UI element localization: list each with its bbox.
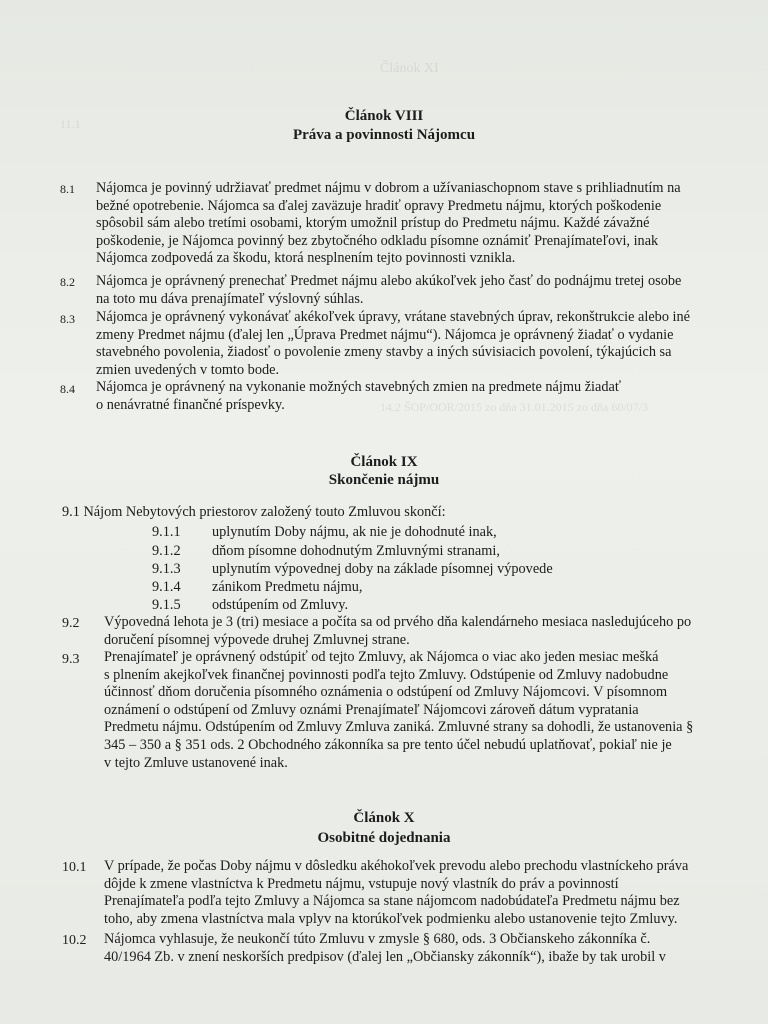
subclause-text: zánikom Predmetu nájmu, [212, 579, 363, 595]
clause-number: 9.3 [62, 652, 80, 667]
subclause-number: 9.1.5 [152, 597, 181, 613]
clause-9-2: Výpovedná lehota je 3 (tri) mesiace a počíta sa od prvého dňa kalendárneho mesiaca nasledujúceho po doručení písomnej výpovede druhej Zmluvnej strane. [104, 614, 692, 648]
clause-8-2: Nájomca je oprávnený prenechať Predmet nájmu alebo akúkoľvek jeho časť do podnájmu tretej osobe na toto mu dáva prenajímateľ výslovný súhlas. [96, 273, 682, 307]
article-10-subtitle: Osobitné dojednania [317, 830, 451, 846]
clause-number: 8.4 [60, 382, 75, 396]
clause-number: 8.1 [60, 182, 75, 196]
article-8-title: Článok VIII [344, 108, 424, 124]
clause-8-4: Nájomca je oprávnený na vykonanie možných stavebných zmien na predmete nájmu žiadať o nenávratné finančné príspevky. [96, 379, 621, 413]
article-8-subtitle: Práva a povinnosti Nájomcu [292, 127, 476, 143]
clause-9-3: Prenajímateľ je oprávnený odstúpiť od tejto Zmluvy, ak Nájomca o viac ako jeden mesiac mešká s plnením akejkoľvek finančnej povinnosti podľa tejto Zmluvy. Odstúpenie od Zmluvy nadobudne účinnosť dňom doručenia písomného oznámenia o odstúpení od Zmluvy Nájomcovi. V písomnom oznámení o odstúpení od Zmluvy oznámi Prenajímateľ Nájomcovi zároveň dátum vypratania Predmetu nájmu. Odstúpením od Zmluvy Zmluva zaniká. Zmluvné strany sa dohodli, že ustanovenia § 345 – 350 a § 351 ods. 2 Obchodného zákonníka sa pre tento účel nebudú uplatňovať, pokiaľ nie je v tejto Zmluve ustanovené inak. [104, 649, 694, 771]
subclause-number: 9.1.1 [152, 524, 181, 540]
clause-number: 8.3 [60, 312, 75, 326]
subclause-number: 9.1.4 [152, 579, 181, 595]
subclause-text: uplynutím výpovednej doby na základe písomnej výpovede [212, 561, 553, 577]
clause-number: 9.2 [62, 616, 80, 631]
clause-8-3: Nájomca je oprávnený vykonávať akékoľvek úpravy, vrátane stavebných úprav, rekonštrukcie alebo iné zmeny Predmet nájmu (ďalej len „Úprava Predmet nájmu“). Nájomca je oprávnený žiadať o vydanie stavebného povolenia, žiadosť o povolenie zmeny stavby a iných súvisiacich povolení, týkajúcich sa zmien uvedených v tomto bode. [96, 309, 691, 378]
bleed-heading: Článok XI [380, 61, 439, 76]
subclause-number: 9.1.3 [152, 561, 181, 577]
clause-10-1: V prípade, že počas Doby nájmu v dôsledku akéhokoľvek prevodu alebo prechodu vlastníckeho práva dôjde k zmene vlastníctva k Predmetu nájmu, vstupuje nový vlastník do práv a povinností Prenajímateľa podľa tejto Zmluvy a Nájomca sa stane nájomcom nadobúdateľa Predmetu nájmu bez toho, aby zmena vlastníctva mala vplyv na ktorúkoľvek podmienku alebo ustanovenie tejto Zmluvy. [104, 858, 689, 927]
article-10-title: Článok X [353, 810, 415, 826]
clause-9-1-intro: 9.1 Nájom Nebytových priestorov založený touto Zmluvou skončí: [62, 504, 446, 520]
clause-number: 10.2 [62, 933, 87, 948]
clause-number: 10.1 [62, 860, 87, 875]
bleed-line: 11.1 [60, 117, 81, 131]
subclause-number: 9.1.2 [152, 543, 181, 559]
article-9-subtitle: Skončenie nájmu [328, 472, 440, 488]
subclause-text: odstúpením od Zmluvy. [212, 597, 349, 613]
subclause-text: dňom písomne dohodnutým Zmluvnými stranami, [212, 543, 500, 559]
subclause-text: uplynutím Doby nájmu, ak nie je dohodnuté inak, [212, 524, 497, 540]
clause-10-2: Nájomca vyhlasuje, že neukončí túto Zmluvu v zmysle § 680, ods. 3 Občianskeho zákonníka č. 40/1964 Zb. v znení neskorších predpisov (ďalej len „Občiansky zákonník“), ibaže by tak urobil v [104, 931, 666, 965]
clause-8-1: Nájomca je povinný udržiavať predmet nájmu v dobrom a užívaniaschopnom stave s prihliadnutím na bežné opotrebenie. Nájomca sa ďalej zaväzuje hradiť opravy Predmetu nájmu, ktorých poškodenie spôsobil sám alebo tretími osobami, ktorým umožnil prístup do Predmetu nájmu. Každé závažné poškodenie, je Nájomca povinný bez zbytočného odkladu písomne oznámiť Prenajímateľovi, inak Nájomca zodpovedá za škodu, ktorá nesplnením tejto povinnosti vznikla. [96, 180, 681, 267]
clause-number: 8.2 [60, 275, 75, 289]
article-9-title: Článok IX [350, 454, 418, 470]
bleed-line: 14.2 ŠOP/OOR/2015 zo dňa 31.01.2015 zo dňa 60/07/3 [380, 400, 648, 414]
